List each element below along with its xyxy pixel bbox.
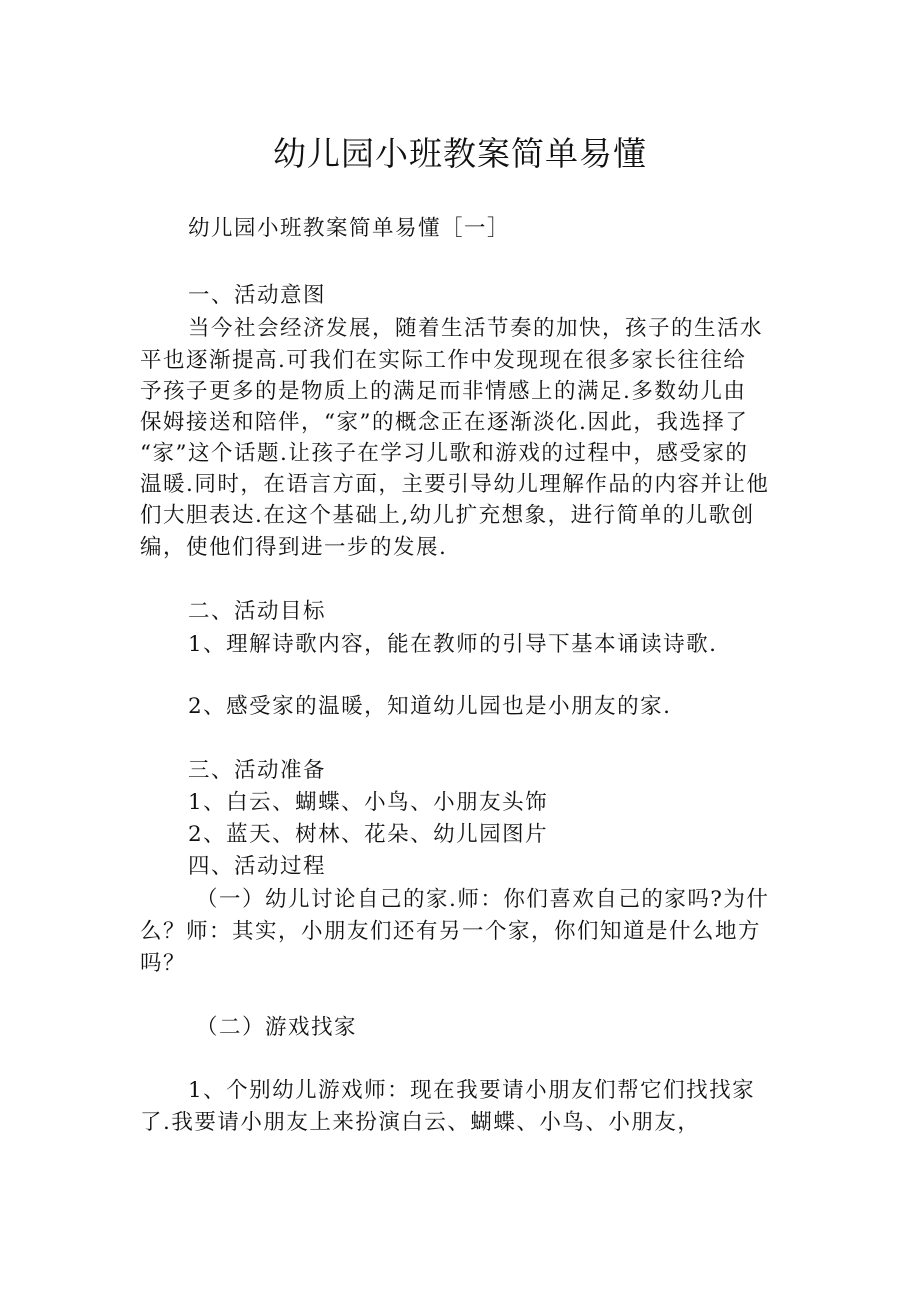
paragraph-line: （一）幼儿讨论自己的家.师：你们喜欢自己的家吗?为什 — [196, 887, 770, 912]
paragraph-line: 们大胆表达.在这个基础上,幼儿扩充想象，进行简单的儿歌创 — [140, 503, 755, 528]
section-heading-goals: 二、活动目标 — [188, 599, 327, 624]
document-subtitle: 幼儿园小班教案简单易懂［一］ — [188, 216, 511, 241]
paragraph-line: 保姆接送和陪伴，“家”的概念正在逐渐淡化.因此，我选择了 — [140, 410, 749, 435]
goal-item: 2、感受家的温暖，知道幼儿园也是小朋友的家. — [188, 694, 672, 719]
paragraph-line: “家”这个话题.让孩子在学习儿歌和游戏的过程中，感受家的 — [140, 441, 749, 466]
preparation-item: 1、白云、蝴蝶、小鸟、小朋友头饰 — [188, 790, 549, 815]
paragraph-line: 么？师：其实，小朋友们还有另一个家，你们知道是什么地方 — [140, 919, 762, 944]
paragraph-line: 吗？ — [140, 951, 187, 976]
paragraph-line: 予孩子更多的是物质上的满足而非情感上的满足.多数幼儿由 — [140, 379, 747, 404]
paragraph-line: 温暖.同时，在语言方面，主要引导幼儿理解作品的内容并让他 — [140, 472, 770, 497]
paragraph-line: 平也逐渐提高.可我们在实际工作中发现现在很多家长往往给 — [140, 348, 747, 373]
subsection-heading: （二）游戏找家 — [196, 1015, 358, 1040]
paragraph-line: 了.我要请小朋友上来扮演白云、蝴蝶、小鸟、小朋友， — [140, 1110, 701, 1135]
goal-item: 1、理解诗歌内容，能在教师的引导下基本诵读诗歌. — [188, 632, 718, 657]
section-heading-preparation: 三、活动准备 — [188, 758, 327, 783]
section-heading-process: 四、活动过程 — [188, 854, 327, 879]
document-title: 幼儿园小班教案简单易懂 — [273, 134, 647, 173]
paragraph-line: 编，使他们得到进一步的发展. — [140, 535, 448, 560]
paragraph-line: 当今社会经济发展，随着生活节奏的加快，孩子的生活水 — [188, 316, 764, 341]
paragraph-line: 1、个别幼儿游戏师：现在我要请小朋友们帮它们找找家 — [188, 1078, 756, 1103]
preparation-item: 2、蓝天、树林、花朵、幼儿园图片 — [188, 822, 549, 847]
section-heading-intent: 一、活动意图 — [188, 283, 327, 308]
